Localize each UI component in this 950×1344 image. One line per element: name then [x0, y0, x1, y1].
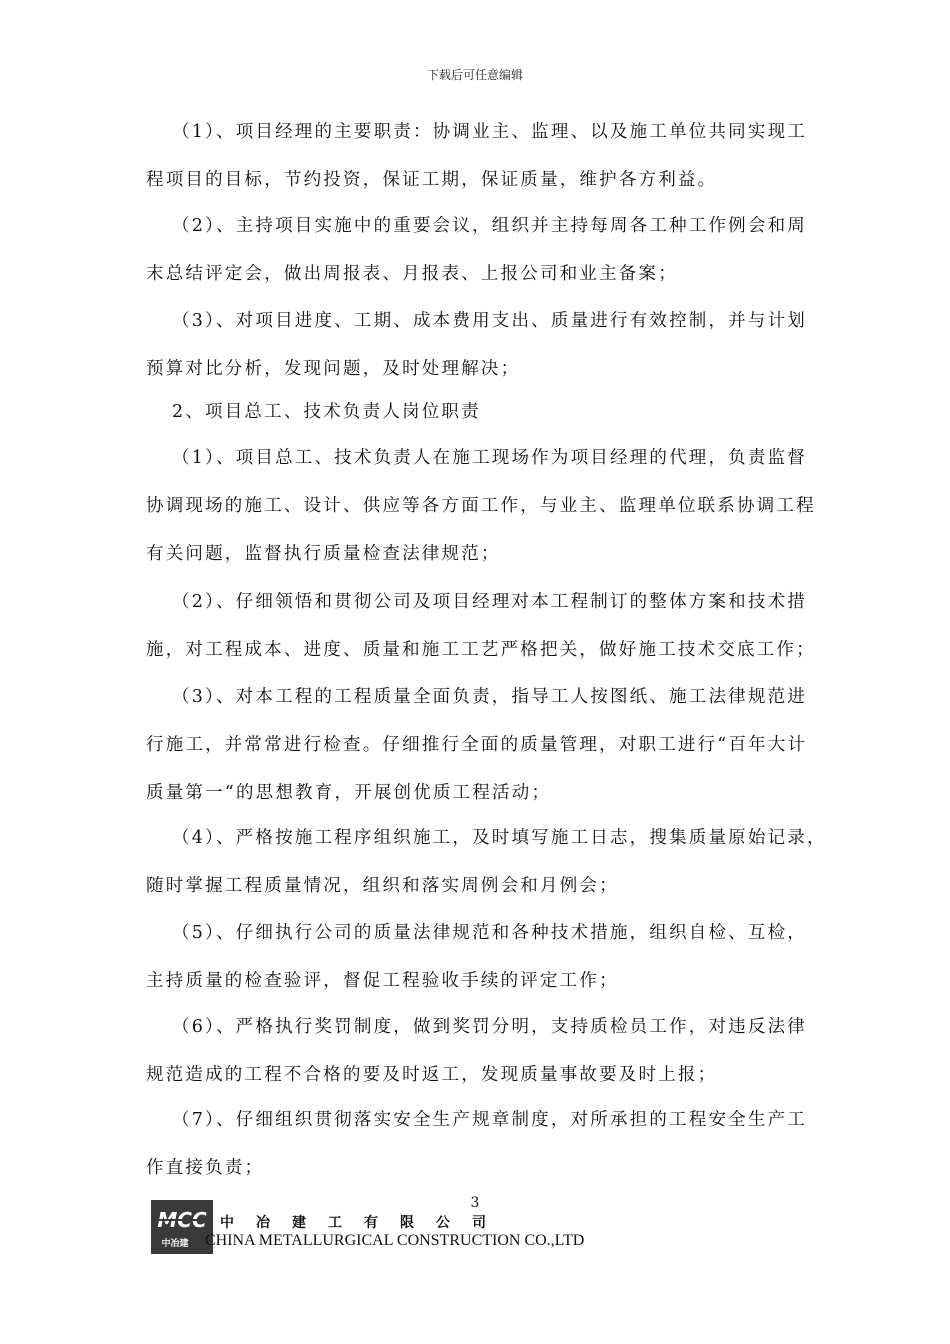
- text-line: 作直接负责；: [146, 1158, 265, 1178]
- text-line: （3）、对本工程的工程质量全面负责，指导工人按图纸、施工法律规范进: [172, 687, 807, 707]
- text-line: 程项目的目标，节约投资，保证工期，保证质量，维护各方利益。: [146, 170, 718, 190]
- svg-text:中冶建: 中冶建: [161, 1239, 189, 1249]
- text-line: 预算对比分析，发现问题，及时处理解决；: [146, 359, 521, 379]
- text-line: 行施工，并常常进行检查。仔细推行全面的质量管理，对职工进行“百年大计: [146, 735, 808, 755]
- text-line: 规范造成的工程不合格的要及时返工，发现质量事故要及时上报；: [146, 1065, 718, 1085]
- text-line: （1）、项目经理的主要职责：协调业主、监理、以及施工单位共同实现工: [172, 122, 807, 142]
- text-line: （3）、对项目进度、工期、成本费用支出、质量进行有效控制，并与计划: [172, 311, 807, 331]
- company-name-en: CHINA METALLURGICAL CONSTRUCTION CO.,LTD: [205, 1232, 585, 1249]
- section-heading: 2、项目总工、技术负责人岗位职责: [172, 402, 481, 422]
- text-line: 施，对工程成本、进度、质量和施工工艺严格把关，做好施工技术交底工作；: [146, 640, 816, 660]
- text-line: 随时掌握工程质量情况，组织和落实周例会和月例会；: [146, 876, 619, 896]
- text-line: （2）、仔细领悟和贯彻公司及项目经理对本工程制订的整体方案和技术措: [172, 592, 807, 612]
- text-line: （2）、主持项目实施中的重要会议，组织并主持每周各工种工作例会和周: [172, 216, 807, 236]
- text-line: （5）、仔细执行公司的质量法律规范和各种技术措施，组织自检、互检，: [172, 923, 807, 943]
- text-line: （7）、仔细组织贯彻落实安全生产规章制度，对所承担的工程安全生产工: [172, 1110, 807, 1130]
- text-line: （1）、项目总工、技术负责人在施工现场作为项目经理的代理，负责监督: [172, 448, 807, 468]
- company-name-cn: 中冶建工有限公司: [220, 1215, 508, 1231]
- text-line: 质量第一“的思想教育，开展创优质工程活动；: [146, 783, 552, 803]
- page-number: 3: [470, 1195, 480, 1211]
- text-line: 有关问题，监督执行质量检查法律规范；: [146, 544, 501, 564]
- text-line: （6）、严格执行奖罚制度，做到奖罚分明，支持质检员工作，对违反法律: [172, 1017, 807, 1037]
- text-line: 末总结评定会，做出周报表、月报表、上报公司和业主备案；: [146, 264, 678, 284]
- company-logo: [151, 1200, 213, 1254]
- svg-text:MCC: MCC: [157, 1208, 207, 1232]
- header-note: 下载后可任意编辑: [426, 68, 523, 82]
- text-line: 协调现场的施工、设计、供应等各方面工作，与业主、监理单位联系协调工程: [146, 496, 816, 516]
- text-line: （4）、严格按施工程序组织施工，及时填写施工日志，搜集质量原始记录，: [172, 828, 827, 848]
- text-line: 主持质量的检查验评，督促工程验收手续的评定工作；: [146, 971, 619, 991]
